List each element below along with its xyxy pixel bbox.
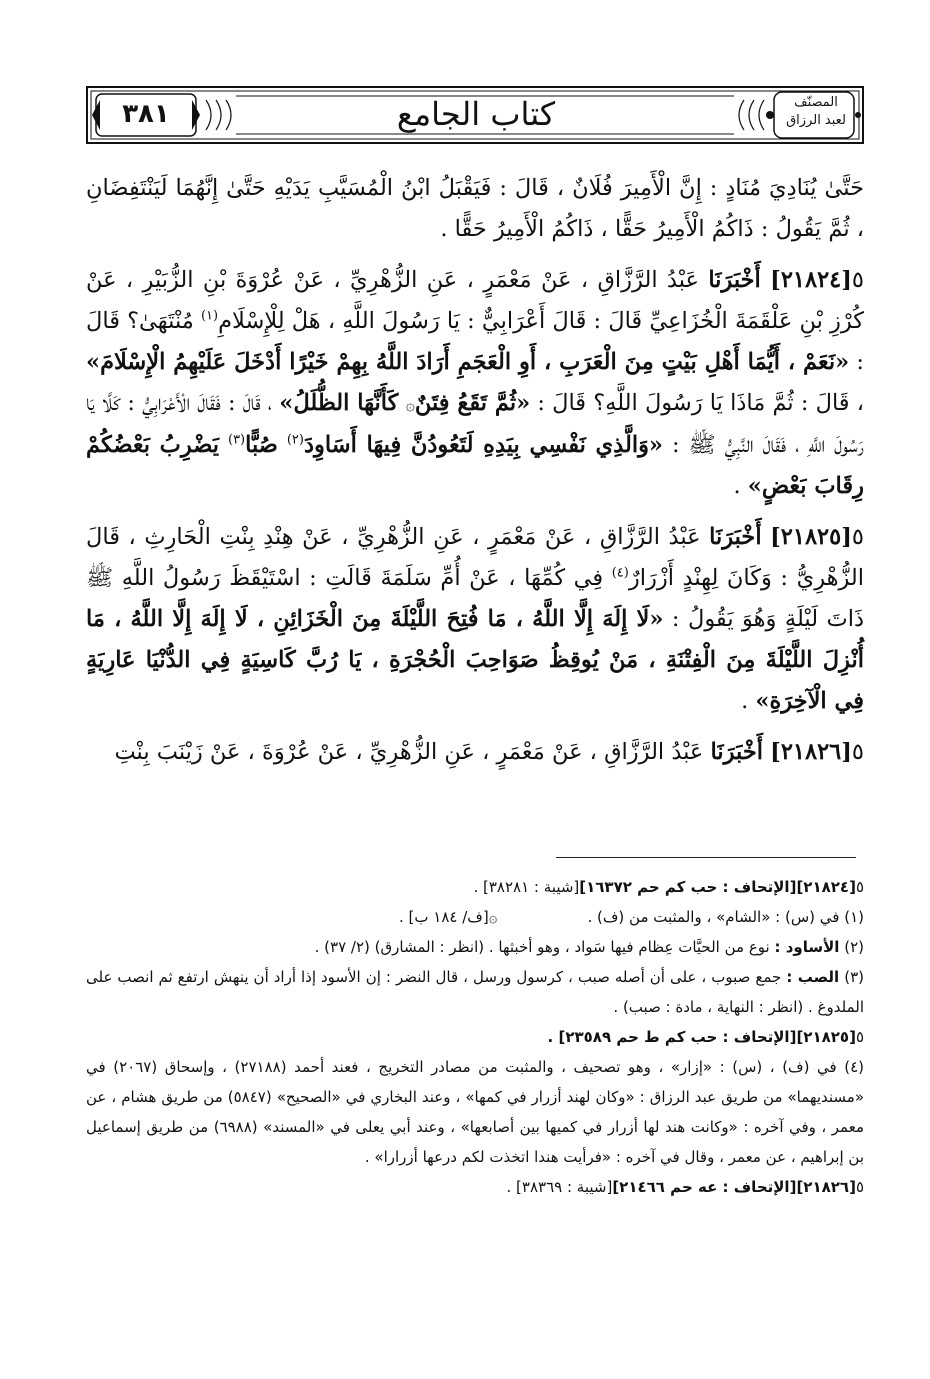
logo-line-1: المصنّف [794, 95, 838, 110]
hadith-number: [٢١٨٢٤] [770, 267, 852, 293]
narration-text: فِي كُمِّهَا ، عَنْ أُمِّ سَلَمَةَ قَالَتِ : اسْتَيْقَظَ رَسُولُ اللَّهِ ﷺ ذَاتَ لَيْلَةٍ وَهُوَ يَقُولُ : [86, 565, 864, 632]
footnote-takhrij-21826 [86, 1172, 864, 1202]
footnote-2 [86, 932, 864, 962]
footnote-ref-2: (٢) [286, 432, 304, 448]
hadith-marker: ٥ [851, 267, 864, 293]
folio-ring-icon: ۞ [405, 395, 415, 414]
main-text [86, 168, 864, 783]
hadith-21826 [86, 732, 864, 773]
page-header [86, 86, 864, 144]
prophetic-quote: كَأَنَّهَا الظُّلَلُ» [279, 390, 399, 416]
footnote-4: (٤) في (ف) ، (س) : «إزار» ، وهو تصحيف ، والمثبت من مصادر التخريج ، فعند أحمد (٢٧١٨٨) ، وإسحاق (٢٠٦٧) في «مسنديهما» من طريق عبد الرزاق : «وكان لهند أزرار في كمها» ، وعند البخاري في «الصحيح» (٥٨٤٧) من طريق هشام ، عن معمر ، وفي آخره : «وكانت هند لها أزرار في كميها بين أصابعها» ، وعند أبي يعلى في «المسند» (٦٩٨٨) من طريق إسماعيل بن إبراهيم ، عن معمر ، وقال في آخره : «فرأيت هندا اتخذت لكم درعها أزرارا» . [86, 1058, 865, 1166]
isnad-text: عَبْدُ الرَّزَّاقِ ، عَنْ مَعْمَرٍ ، عَنِ الزُّهْرِيِّ ، عَنْ عُرْوَةَ ، عَنْ زَيْنَبَ بِنْتِ [114, 739, 704, 765]
prophetic-quote: «وَالَّذِي نَفْسِي بِيَدِهِ لَتَعُودُنَّ فِيهَا أَسَاوِدَ [303, 432, 663, 458]
akhbarana-word: أَخْبَرَنَا [709, 524, 762, 550]
narration-text: ، قَالَ : ثُمَّ مَاذَا يَا رَسُولَ اللَّهِ؟ قَالَ : [537, 390, 864, 416]
end-mark: . [741, 688, 749, 714]
note-hadith-number: [٢١٨٢٤] [796, 878, 856, 896]
footnote-takhrij-21825 [86, 1022, 864, 1052]
footnotes [86, 872, 864, 1202]
note-text: جمع صبوب ، على أن أصله صبب ، كرسول ورسل ، قال النضر : إن الأسود إذا أراد أن ينهش ارتفع ثم انصب على الملدوغ . (انظر : النهاية ، مادة : صبب) . [86, 968, 864, 1016]
footnote-ref-4: (٤) [611, 565, 629, 581]
page-number: ٣٨١ [122, 99, 170, 129]
folio-note: ۞[ف/ ١٨٤ ب] . [399, 908, 498, 926]
hadith-21824 [86, 260, 864, 507]
note-bold: [الإتحاف : عه حم ٢١٤٦٦] [612, 1178, 797, 1196]
book-logo [782, 94, 850, 134]
akhbarana-word: أَخْبَرَنَا [708, 267, 761, 293]
note-hadith-number: [٢١٨٢٦] [796, 1178, 856, 1196]
note-text: [شيبة : ٣٨٣٦٩] . [506, 1178, 613, 1196]
prophetic-quote: «ثُمَّ تَقَعُ فِتَنٌ [414, 390, 531, 416]
note-bold: [الإتحاف : حب كم ط حم ٢٣٥٨٩] . [547, 1028, 797, 1046]
akhbarana-word: أَخْبَرَنَا [710, 739, 763, 765]
note-text: (١) في (س) : «الشام» ، والمثبت من (ف) . [587, 908, 864, 926]
prophetic-quote: يَضْرِبُ بَعْضُكُمْ رِقَابَ بَعْضٍ» [86, 432, 864, 499]
hadith-marker: ٥ [855, 1178, 864, 1196]
hadith-marker: ٥ [855, 1028, 864, 1046]
narration-text: مُنْتَهَىٰ؟ قَالَ : [86, 308, 865, 375]
prophetic-quote: صُبًّا [245, 432, 278, 458]
isnad-text: عَبْدُ الرَّزَّاقِ ، عَنْ مَعْمَرٍ ، عَنِ الزُّهْرِيِّ ، عَنْ هِنْدِ بِنْتِ الْحَارِثِ ، قَالَ الزُّهْرِيُّ : وَكَانَ لِهِنْدٍ أَزْرَارٌ [86, 524, 864, 591]
note-number: (٢) [844, 938, 864, 956]
note-text: [شيبة : ٣٨٢٨١] . [473, 878, 580, 896]
hadith-marker: ٥ [855, 878, 864, 896]
end-mark: . [733, 473, 741, 499]
note-bold: [الإتحاف : حب كم حم ١٦٣٧٢] [579, 878, 797, 896]
prophetic-quote: «نَعَمْ ، أَيُّمَا أَهْلِ بَيْتٍ مِنَ الْعَرَبِ ، أَوِ الْعَجَمِ أَرَادَ اللَّهُ بِهِمْ خَيْرًا أَدْخَلَ عَلَيْهِمُ الْإِسْلَامَ» [86, 349, 850, 375]
note-text: نوع من الحيَّات عِظام فيها سَواد ، وهو أخبثها . (انظر : المشارق) (٢/ ٣٧) . [314, 938, 770, 956]
paragraph-continuation: حَتَّىٰ يُنَادِيَ مُنَادٍ : إِنَّ الْأَمِيرَ فُلَانٌ ، قَالَ : فَيَقْبَلُ ابْنُ الْمُسَيَّبِ يَدَيْهِ حَتَّىٰ إِنَّهُمَا لَيَنْتَفِضَانِ ، ثُمَّ يَقُولُ : ذَاكُمُ الْأَمِيرُ حَقًّا ، ذَاكُمُ الْأَمِيرُ حَقًّا . [86, 175, 864, 242]
footnote-3 [86, 962, 864, 1022]
logo-line-2: لعبد الرزاق [786, 113, 846, 128]
note-number: (٣) [844, 968, 864, 986]
hadith-marker: ٥ [851, 524, 864, 550]
footnote-ref-3: (٣) [227, 432, 246, 448]
page-title: كتاب الجامع [396, 95, 556, 133]
isnad-text: عَبْدُ الرَّزَّاقِ ، عَنْ مَعْمَرٍ ، عَنِ الزُّهْرِيِّ ، عَنْ عُرْوَةَ بْنِ الزُّبَيْرِ ، عَنْ كُرْزِ بْنِ عَلْقَمَةَ الْخُزَاعِيِّ قَالَ : قَالَ أَعْرَابِيٌّ : يَا رَسُولَ اللَّهِ ، هَلْ لِلْإِسْلَامِ [86, 267, 864, 334]
footnote-ref-1: (١) [200, 308, 219, 324]
hadith-marker: ٥ [851, 739, 864, 765]
hadith-21825 [86, 517, 864, 722]
footnote-separator [556, 857, 856, 858]
hadith-number: [٢١٨٢٥] [770, 524, 852, 550]
footnote-takhrij-21824 [86, 872, 864, 902]
footnote-1 [86, 902, 864, 932]
note-hadith-number: [٢١٨٢٥] [796, 1028, 856, 1046]
hadith-number: [٢١٨٢٦] [770, 739, 852, 765]
narration-text: ، قَالَ : فَقَالَ الْأَعْرَابِيُّ : كَلَّا يَا رَسُولَ اللَّهِ ، فَقَالَ النَّبِيُّ ﷺ : [86, 390, 864, 458]
prophetic-quote: «لَا إِلَهَ إِلَّا اللَّهُ ، مَا فُتِحَ اللَّيْلَةَ مِنَ الْخَزَائِنِ ، لَا إِلَهَ إِلَّا اللَّهُ ، مَا أُنْزِلَ اللَّيْلَةَ مِنَ الْفِتْنَةِ ، مَنْ يُوقِظُ صَوَاحِبَ الْحُجْرَةِ ، يَا رُبَّ كَاسِيَةٍ فِي الدُّنْيَا عَارِيَةٍ فِي الْآخِرَةِ» [86, 606, 864, 714]
note-bold: الصب : [786, 968, 840, 986]
note-bold: الأساود : [774, 938, 840, 956]
